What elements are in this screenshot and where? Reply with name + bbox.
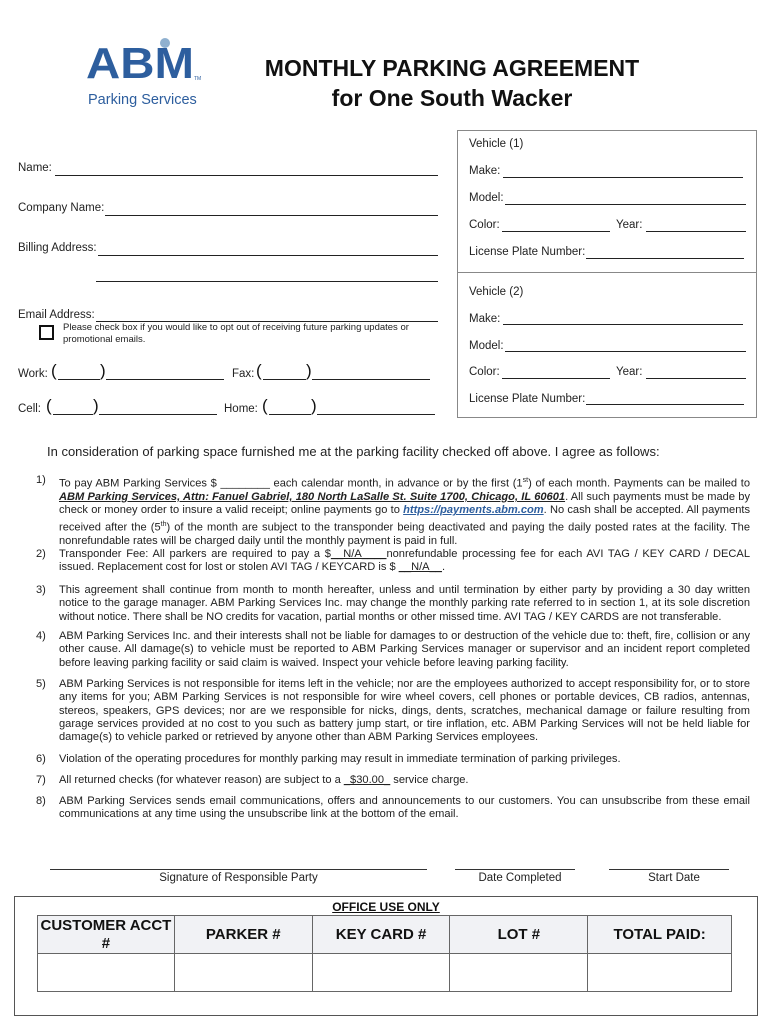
company-field[interactable] — [105, 215, 438, 216]
term-number: 3) — [36, 584, 46, 596]
term-body: This agreement shall continue from month to month hereafter, unless and until termination by either party by providing a 30 day written notice to the garage manager. ABM Parking Services Inc. may change the monthly parking rate referred to in section 1, at its sole discretion without notice. There shall be NO credits for vacation, partial months or other missed time. AVI TAG / KEY CARDS are not transferable. — [59, 584, 750, 623]
term-body: Violation of the operating procedures for monthly parking may result in immediate termination of parking privileges. — [59, 753, 621, 765]
col-lot: LOT # — [450, 916, 588, 954]
fax-area-field[interactable] — [263, 379, 306, 380]
logo-subtitle: Parking Services — [88, 92, 197, 108]
logo-wordmark: ABM — [86, 39, 194, 88]
v2-year-label: Year: — [616, 366, 643, 378]
v1-make-field[interactable] — [503, 177, 743, 178]
cell-label: Cell: — [18, 403, 42, 415]
office-use-table — [37, 915, 732, 992]
returned-check-fee: _$30.00_ — [343, 774, 391, 786]
customer-acct-cell[interactable] — [38, 954, 175, 992]
optout-checkbox[interactable] — [39, 325, 54, 340]
v2-plate-label: License Plate Number: — [469, 393, 586, 405]
home-label: Home: — [224, 403, 258, 415]
start-date-line[interactable] — [609, 869, 729, 870]
vehicle-divider — [457, 272, 757, 273]
v1-year-label: Year: — [616, 219, 643, 231]
home-field[interactable] — [317, 414, 435, 415]
work-label: Work: — [18, 368, 48, 380]
term-number: 8) — [36, 795, 46, 807]
home-area-field[interactable] — [269, 414, 311, 415]
v2-model-field[interactable] — [505, 351, 746, 352]
signature-line[interactable] — [50, 869, 427, 870]
v2-year-field[interactable] — [646, 378, 746, 379]
fax-label: Fax: — [232, 368, 255, 380]
term-body: Transponder Fee: All parkers are required to pay a $__N/A____nonrefundable processing fee for each AVI TAG / KEY CARD / DECAL issued. Replacement cost for lost or stolen AVI TAG / KEYCARD is $ __N/A__. — [59, 548, 750, 574]
cell-area-close: ) — [93, 396, 99, 415]
payments-link[interactable]: https://payments.abm.com — [403, 504, 544, 517]
name-field[interactable] — [55, 175, 438, 176]
parker-cell[interactable] — [174, 954, 312, 992]
company-label: Company Name: — [18, 202, 105, 214]
term-number: 5) — [36, 678, 46, 690]
transponder-fee-value: __N/A____ — [330, 548, 387, 560]
vehicle1-title: Vehicle (1) — [469, 138, 524, 150]
key-card-cell[interactable] — [312, 954, 450, 992]
fax-field[interactable] — [312, 379, 430, 380]
term-body: ABM Parking Services Inc. and their interests shall not be liable for damages to or destruction of the vehicle due to: theft, fire, collision or any other cause. All damage(s) to vehicle must be reported to ABM Parking Services manager or supervisor and an incident report completed before leaving parking facility or said claim is waived. Inspect your vehicle before leaving parking facility. — [59, 630, 750, 669]
abm-logo — [86, 36, 202, 88]
v2-model-label: Model: — [469, 340, 504, 352]
billing-field[interactable] — [98, 255, 438, 256]
date-completed-line[interactable] — [455, 869, 575, 870]
v1-model-field[interactable] — [505, 204, 746, 205]
col-total-paid: TOTAL PAID: — [588, 916, 732, 954]
home-area-open: ( — [262, 396, 268, 415]
name-label: Name: — [18, 162, 52, 174]
term-number: 7) — [36, 774, 46, 786]
vehicle2-title: Vehicle (2) — [469, 286, 524, 298]
billing-field-line2[interactable] — [96, 281, 438, 282]
page-subtitle: for One South Wacker — [331, 85, 573, 111]
vehicle-box — [457, 130, 757, 418]
col-parker: PARKER # — [174, 916, 312, 954]
term-body: ABM Parking Services sends email communications, offers and announcements to our customers. You can unsubscribe from these email communications at any time using the unsubscribe link at the bottom of the email. — [59, 795, 750, 821]
v1-color-label: Color: — [469, 219, 500, 231]
work-area-close: ) — [100, 361, 106, 380]
optout-text: Please check box if you would like to opt out of receiving future parking updates or promotional emails. — [63, 322, 409, 345]
term-body: ABM Parking Services is not responsible for items left in the vehicle; nor are the employees authorized to accept responsibility for, or to store any items for you; ABM Parking Services is not responsible for wire wheel covers, cell phones or portable devices, CB radios, antennas, stereos, speakers, GPS devices; nor are we responsible for nicks, dings, dents, scratches, mechanical damage or failure resulting from garage services provided at no cost to you such as battery jump start, or tire inflation, etc. ABM Parking Services will not be held liable for damage(s) to vehicle parked or retrieved by anyone other than ABM Parking Services employees. — [59, 678, 750, 744]
work-area-field[interactable] — [58, 379, 100, 380]
v1-model-label: Model: — [469, 192, 504, 204]
office-table-row — [38, 954, 732, 992]
term-number: 6) — [36, 753, 46, 765]
col-key-card: KEY CARD # — [312, 916, 450, 954]
office-use-title: OFFICE USE ONLY — [332, 900, 440, 914]
term-body: To pay ABM Parking Services $ ________ each calendar month, in advance or by the first (1st) of each month. Payments can be mailed to ABM Parking Services, Attn: Fanuel Gabriel, 180 North LaSalle St. Suite 1700, Chicago, IL 60601. All such payments must be made by check or money order to insure a valid receipt; online payments go to https://payments.abm.com. No cash shall be accepted. All payments received after the (5th) of the month are subject to the transponder being deactivated and paying the daily posted rates at the facility. The nonrefundable rates will be charged daily until the monthly payment is paid in full. — [59, 477, 751, 547]
office-table-header — [38, 916, 732, 954]
start-date-label: Start Date — [648, 872, 700, 884]
col-customer-acct: CUSTOMER ACCT # — [38, 916, 175, 954]
v2-color-field[interactable] — [502, 378, 610, 379]
cell-area-field[interactable] — [53, 414, 93, 415]
lot-cell[interactable] — [450, 954, 588, 992]
cell-field[interactable] — [99, 414, 217, 415]
v2-plate-field[interactable] — [586, 404, 744, 405]
v1-plate-field[interactable] — [586, 258, 744, 259]
term-number: 4) — [36, 630, 46, 642]
term-number: 1) — [36, 474, 46, 486]
v1-year-field[interactable] — [646, 231, 746, 232]
cell-area-open: ( — [46, 396, 52, 415]
v2-color-label: Color: — [469, 366, 500, 378]
signature-label: Signature of Responsible Party — [159, 872, 318, 884]
page-title: MONTHLY PARKING AGREEMENT — [264, 55, 640, 81]
v2-make-field[interactable] — [503, 324, 743, 325]
v2-make-label: Make: — [469, 313, 501, 325]
term-body: All returned checks (for whatever reason) are subject to a _$30.00_ service charge. — [59, 774, 469, 786]
work-field[interactable] — [106, 379, 224, 380]
total-paid-cell[interactable] — [588, 954, 732, 992]
billing-label: Billing Address: — [18, 242, 97, 254]
v1-plate-label: License Plate Number: — [469, 246, 586, 258]
fax-area-open: ( — [256, 361, 262, 380]
v1-color-field[interactable] — [502, 231, 610, 232]
mailing-address: ABM Parking Services, Attn: Fanuel Gabriel, 180 North LaSalle St. Suite 1700, Chicago, IL 60601 — [59, 490, 566, 503]
replacement-cost-value: __N/A__ — [398, 561, 442, 574]
home-area-close: ) — [311, 396, 317, 415]
work-area-open: ( — [51, 361, 57, 380]
v1-make-label: Make: — [469, 165, 501, 177]
agreement-intro: In consideration of parking space furnished me at the parking facility checked off above. I agree as follows: — [47, 444, 660, 459]
date-completed-label: Date Completed — [478, 872, 562, 884]
fax-area-close: ) — [306, 361, 312, 380]
email-label: Email Address: — [18, 309, 95, 321]
logo-tm: TM — [194, 76, 202, 82]
term-number: 2) — [36, 548, 46, 560]
